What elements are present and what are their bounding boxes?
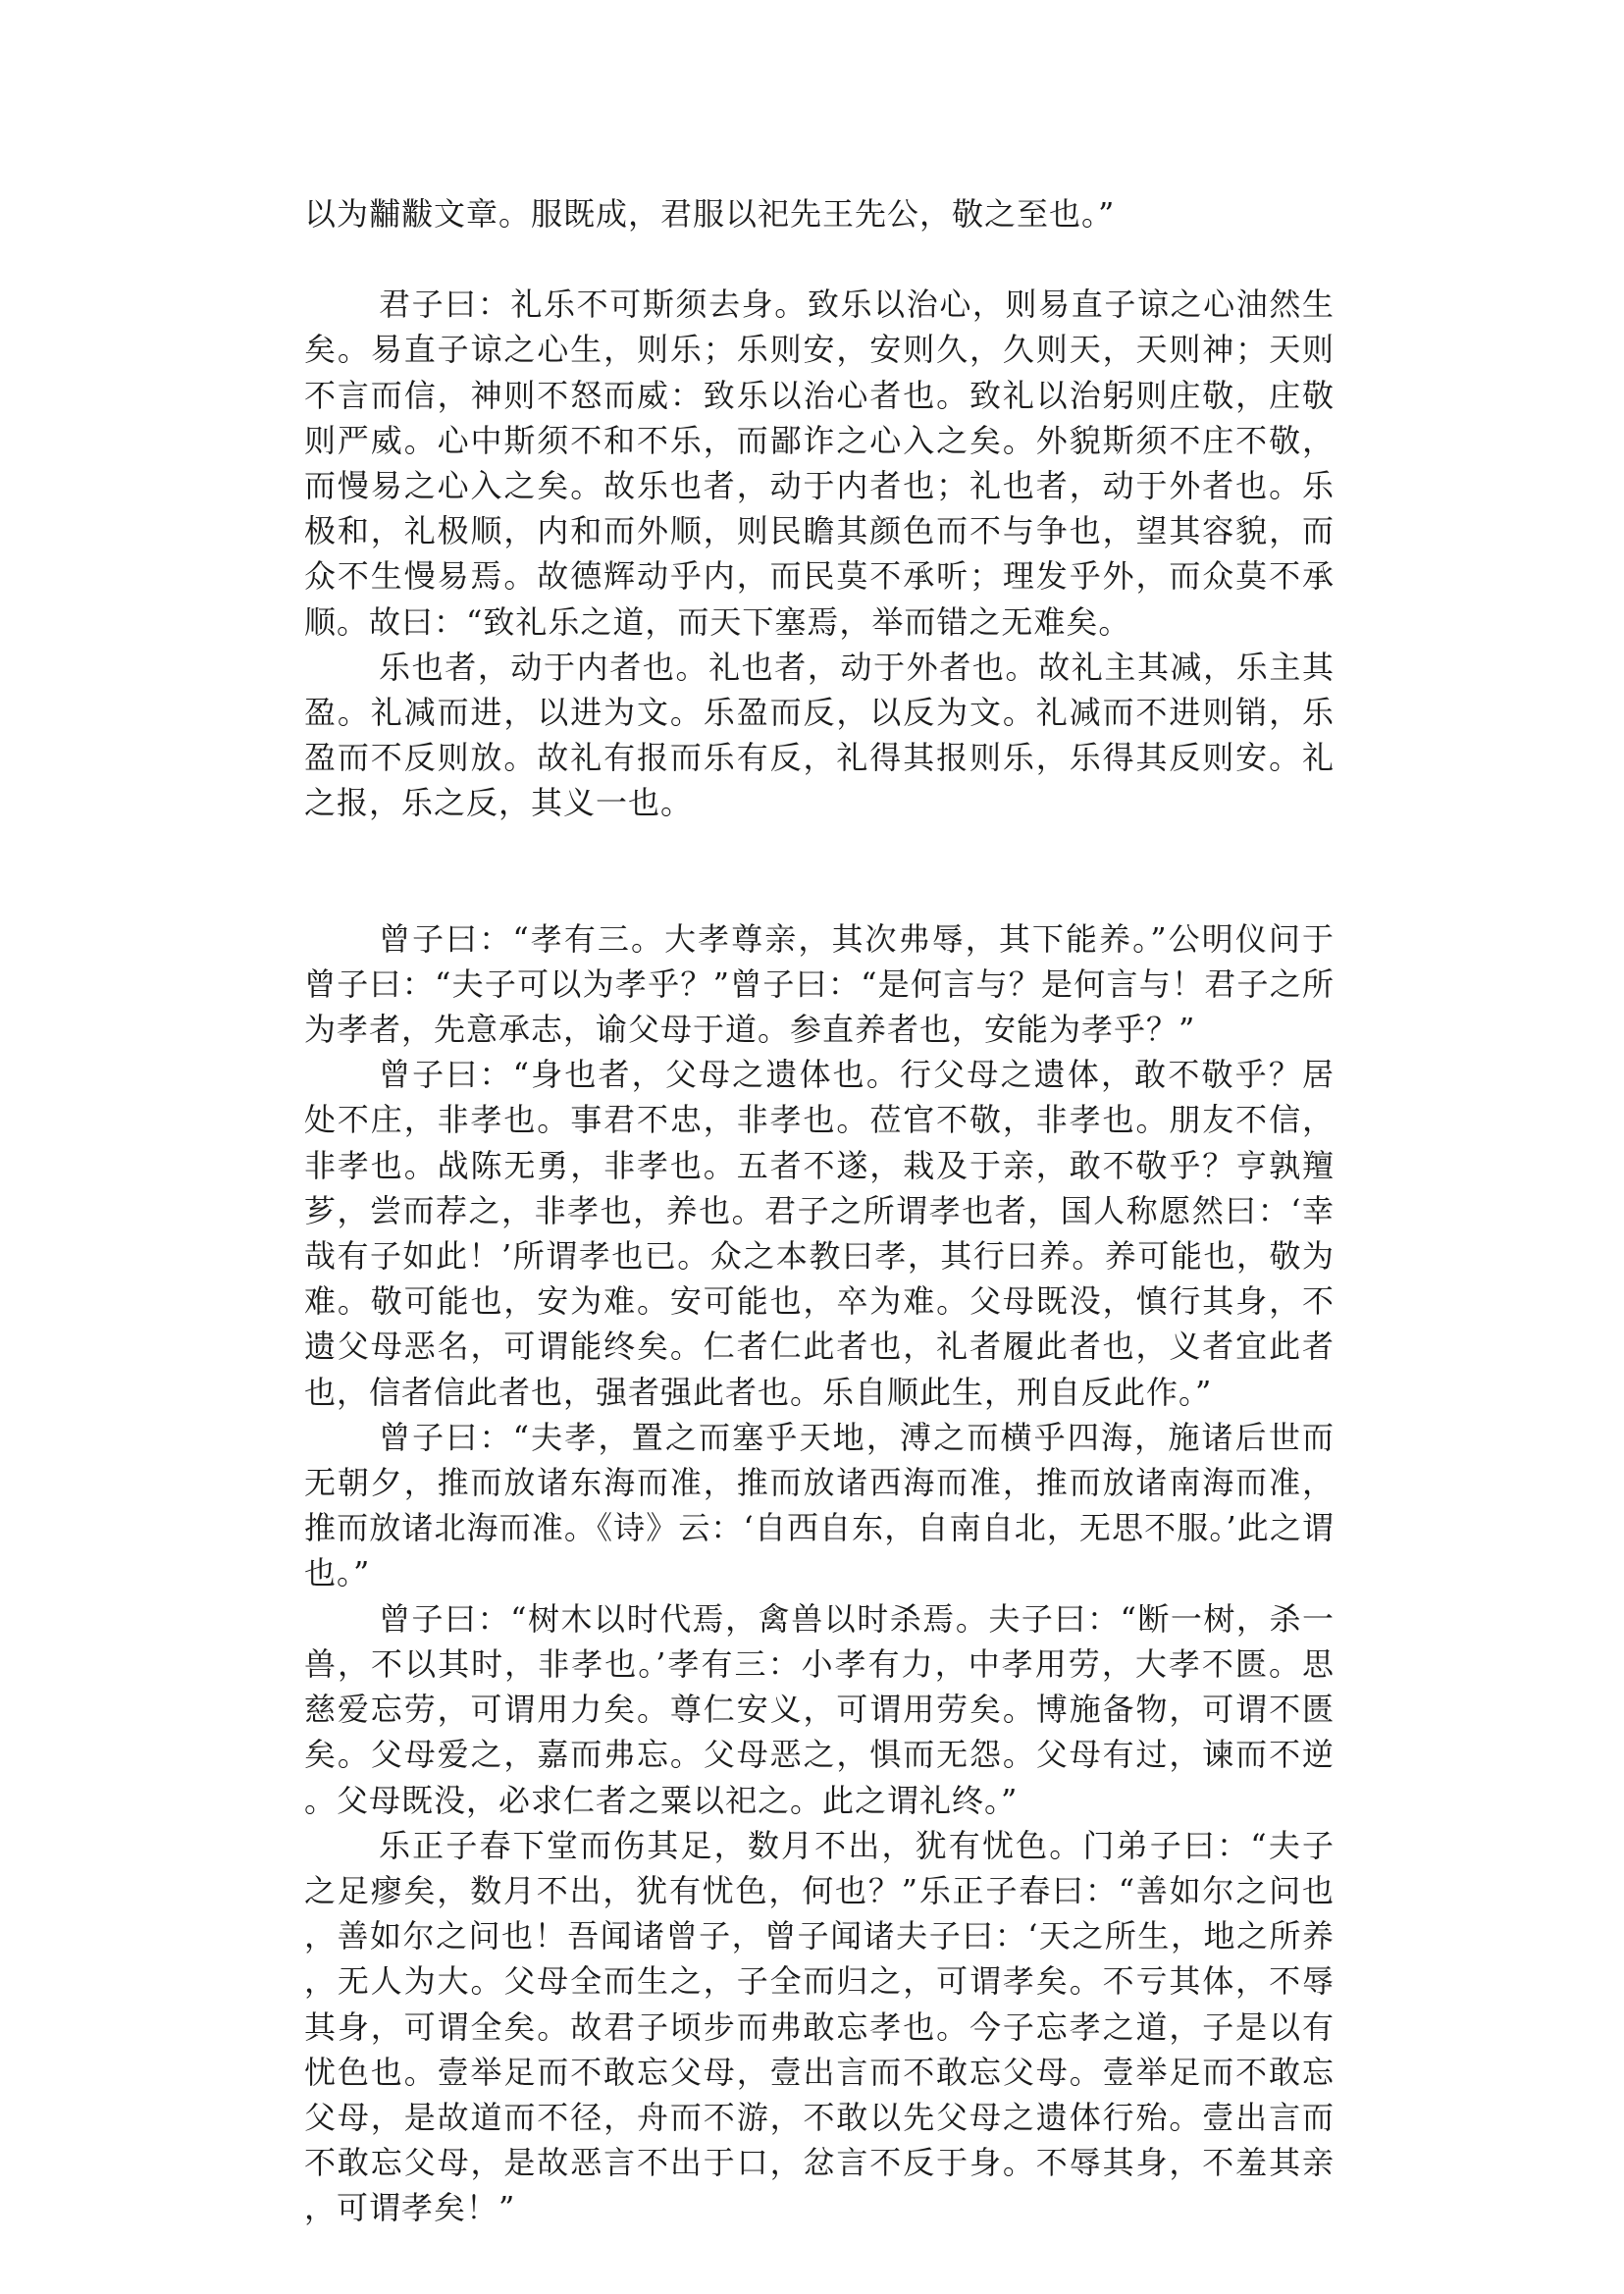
paragraph-yuezheng-zichun: 乐正子春下堂而伤其足，数月不出，犹有忧色。门弟子曰：“夫子之足瘳矣，数月不出，犹有忧色，何也？”乐正子春曰：“善如尔之问也，善如尔之问也！吾闻诸曾子，曾子闻诸夫子曰：‘天之所生，地之所养，无人为大。父母全而生之，子全而归之，可谓孝矣。不亏其体，不辱其身，可谓全矣。故君子顷步而弗敢忘孝也。今子忘孝之道，子是以有忧色也。壹举足而不敢忘父母，壹出言而不敢忘父母。壹举足而不敢忘父母，是故道而不径，舟而不游，不敢以先父母之遗体行殆。壹出言而不敢忘父母，是故恶言不出于口，忿言不反于身。不辱其身，不羞其亲，可谓孝矣！” <box>304 1826 1335 2227</box>
paragraph-yue-ye-zhe: 乐也者，动于内者也。礼也者，动于外者也。故礼主其减，乐主其盈。礼减而进，以进为文。乐盈而反，以反为文。礼减而不进则销，乐盈而不反则放。故礼有报而乐有反，礼得其报则乐，乐得其反则安。礼之报，乐之反，其义一也。 <box>304 648 1335 822</box>
paragraph-continuation: 以为黼黻文章。服既成，君服以祀先王先公，敬之至也。” <box>304 195 1116 233</box>
paragraph-junzi-yue: 君子曰：礼乐不可斯须去身。致乐以治心，则易直子谅之心油然生矣。易直子谅之心生，则乐；乐则安，安则久，久则天，天则神；天则不言而信，神则不怒而威：致乐以治心者也。致礼以治躬则庄敬，庄敬则严威。心中斯须不和不乐，而鄙诈之心入之矣。外貌斯须不庄不敬，而慢易之心入之矣。故乐也者，动于内者也；礼也者，动于外者也。乐极和，礼极顺，内和而外顺，则民瞻其颜色而不与争也，望其容貌，而众不生慢易焉。故德辉动乎内，而民莫不承听；理发乎外，而众莫不承顺。故曰：“致礼乐之道，而天下塞焉，举而错之无难矣。 <box>304 286 1335 641</box>
paragraph-zengzi-fu-xiao: 曾子曰：“夫孝，置之而塞乎天地，溥之而横乎四海，施诸后世而无朝夕，推而放诸东海而准，推而放诸西海而准，推而放诸南海而准，推而放诸北海而准。《诗》云：‘自西自东，自南自北，无思不服。’此之谓也。” <box>304 1418 1335 1592</box>
paragraph-zengzi-shu-mu: 曾子曰：“树木以时代焉，禽兽以时杀焉。夫子曰：“断一树，杀一兽，不以其时，非孝也。’孝有三：小孝有力，中孝用劳，大孝不匮。思慈爱忘劳，可谓用力矣。尊仁安义，可谓用劳矣。博施备物，可谓不匮矣。父母爱之，嘉而弗忘。父母恶之，惧而无怨。父母有过，谏而不逆。父母既没，必求仁者之粟以祀之。此之谓礼终。” <box>304 1599 1335 1819</box>
paragraph-zengzi-xiao-you-san: 曾子曰：“孝有三。大孝尊亲，其次弗辱，其下能养。”公明仪问于曾子曰：“夫子可以为孝乎？”曾子曰：“是何言与？是何言与！君子之所为孝者，先意承志，谕父母于道。参直养者也，安能为孝乎？” <box>304 919 1335 1049</box>
document-page <box>304 191 1335 2231</box>
paragraph-zengzi-shen-ye-zhe: 曾子曰：“身也者，父母之遗体也。行父母之遗体，敢不敬乎？居处不庄，非孝也。事君不忠，非孝也。莅官不敬，非孝也。朋友不信，非孝也。战陈无勇，非孝也。五者不遂，栽及于亲，敢不敬乎？亨孰羶芗，尝而荐之，非孝也，养也。君子之所谓孝也者，国人称愿然曰：‘幸哉有子如此！’所谓孝也已。众之本教曰孝，其行曰养。养可能也，敬为难。敬可能也，安为难。安可能也，卒为难。父母既没，慎行其身，不遗父母恶名，可谓能终矣。仁者仁此者也，礼者履此者也，义者宜此者也，信者信此者也，强者强此者也。乐自顺此生，刑自反此作。” <box>304 1056 1335 1411</box>
